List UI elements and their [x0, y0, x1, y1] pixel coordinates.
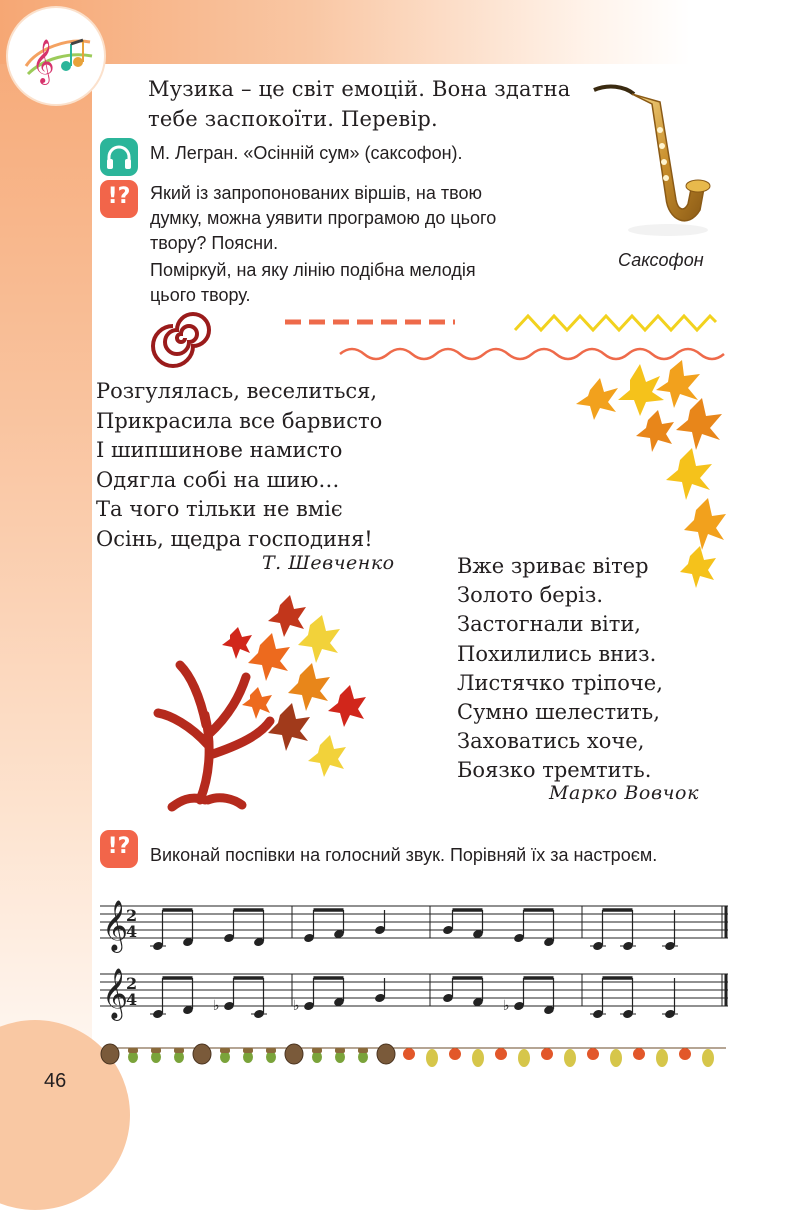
acorn-cap-icon	[358, 1048, 368, 1053]
music-staves	[96, 890, 736, 1030]
time-signature-top: 2	[126, 974, 138, 993]
poem-2-author: Марко Вовчок	[549, 782, 700, 804]
poem-2-line: Боязко тремтить.	[457, 758, 652, 783]
poem-2-line: Застогнали віти,	[457, 612, 641, 637]
pinecone-icon	[377, 1044, 395, 1064]
treble-clef: 𝄞	[102, 900, 129, 951]
red-leaf-icon	[587, 1048, 599, 1060]
question-exclamation-icon: !?	[100, 180, 138, 218]
yellow-leaf-icon	[702, 1049, 714, 1067]
yellow-leaf-icon	[564, 1049, 576, 1067]
poem-1-author: Т. Шевченко	[262, 552, 395, 574]
acorn-cap-icon	[128, 1048, 138, 1053]
listening-title: М. Легран. «Осінній сум» (саксофон).	[150, 143, 463, 163]
poem-2-line: Листячко тріпоче,	[457, 670, 663, 695]
acorn-leaf-garland	[96, 1036, 736, 1076]
poem-1-line: Розгулялась, веселиться,	[96, 379, 378, 403]
time-signature-bottom: 4	[126, 922, 138, 941]
headphones-icon	[100, 138, 138, 176]
poem-2-line: Заховатись хоче,	[457, 729, 645, 754]
red-leaf-icon	[403, 1048, 415, 1060]
flat-sign: ♭	[503, 998, 510, 1014]
yellow-leaf-icon	[426, 1049, 438, 1067]
red-leaf-icon	[633, 1048, 645, 1060]
intro-line-2: тебе заспокоїти. Перевір.	[148, 107, 438, 131]
acorn-cap-icon	[335, 1048, 345, 1053]
pinecone-icon	[193, 1044, 211, 1064]
time-signature-top: 2	[126, 906, 138, 925]
question-exclamation-icon: !?	[100, 830, 138, 868]
task-1-line: думку, можна уявити програмою до цього	[150, 208, 497, 228]
red-leaf-icon	[679, 1048, 691, 1060]
task-1-line: цього твору.	[150, 285, 251, 305]
yellow-leaf-icon	[656, 1049, 668, 1067]
page-number: 46	[44, 1070, 67, 1092]
flat-sign: ♭	[293, 998, 300, 1014]
intro-paragraph	[148, 74, 588, 134]
red-leaf-icon	[495, 1048, 507, 1060]
acorn-cap-icon	[220, 1048, 230, 1053]
flat-sign: ♭	[213, 998, 220, 1014]
yellow-leaf-icon	[610, 1049, 622, 1067]
left-decorative-band	[0, 0, 92, 1158]
poem-2-line: Золото беріз.	[457, 583, 604, 608]
poem-2-line: Сумно шелестить,	[457, 700, 660, 725]
task-1-line: Поміркуй, на яку лінію подібна мелодія	[150, 260, 476, 280]
acorn-cap-icon	[151, 1048, 161, 1053]
yellow-leaf-icon	[472, 1049, 484, 1067]
poem-1-line: Осінь, щедра господиня!	[96, 526, 373, 551]
yellow-leaf-icon	[518, 1049, 530, 1067]
zigzag-line	[515, 316, 716, 330]
acorn-cap-icon	[266, 1048, 276, 1053]
poem-1	[96, 377, 382, 554]
poem-2	[457, 552, 663, 786]
red-leaf-icon	[541, 1048, 553, 1060]
poem-1-line: Та чого тільки не вміє	[96, 497, 343, 521]
task-2-text: Виконай поспівки на голосний звук. Порівняй їх за настроєм.	[150, 845, 658, 865]
svg-text:𝄞: 𝄞	[32, 39, 55, 83]
wavy-line	[340, 349, 724, 359]
music-notes-logo-icon	[8, 8, 104, 104]
task-1-text	[150, 181, 570, 308]
pinecone-icon	[285, 1044, 303, 1064]
poem-1-line: І шипшинове намисто	[96, 438, 343, 462]
poem-2-line: Похилились вниз.	[457, 641, 657, 666]
acorn-cap-icon	[312, 1048, 322, 1053]
red-leaf-icon	[449, 1048, 461, 1060]
poem-1-line: Одягла собі на шию…	[96, 467, 340, 492]
task-1-line: твору? Поясни.	[150, 233, 279, 253]
acorn-cap-icon	[174, 1048, 184, 1053]
time-signature-bottom: 4	[126, 990, 138, 1009]
poem-1-line: Прикрасила все барвисто	[96, 408, 383, 433]
acorn-cap-icon	[243, 1048, 253, 1053]
pinecone-icon	[101, 1044, 119, 1064]
saxophone-image	[588, 80, 718, 245]
treble-clef: 𝄞	[102, 968, 129, 1019]
melody-line-options	[150, 308, 730, 368]
autumn-tree-image	[150, 595, 380, 810]
poem-2-line: Вже зриває вітер	[457, 554, 649, 578]
saxophone-caption: Саксофон	[618, 250, 704, 270]
spiral-line	[153, 314, 209, 366]
task-1-line: Який із запропонованих віршів, на твою	[150, 183, 482, 203]
intro-line-1: Музика – це світ емоцій. Вона здатна	[148, 77, 571, 101]
section-logo	[8, 8, 104, 104]
